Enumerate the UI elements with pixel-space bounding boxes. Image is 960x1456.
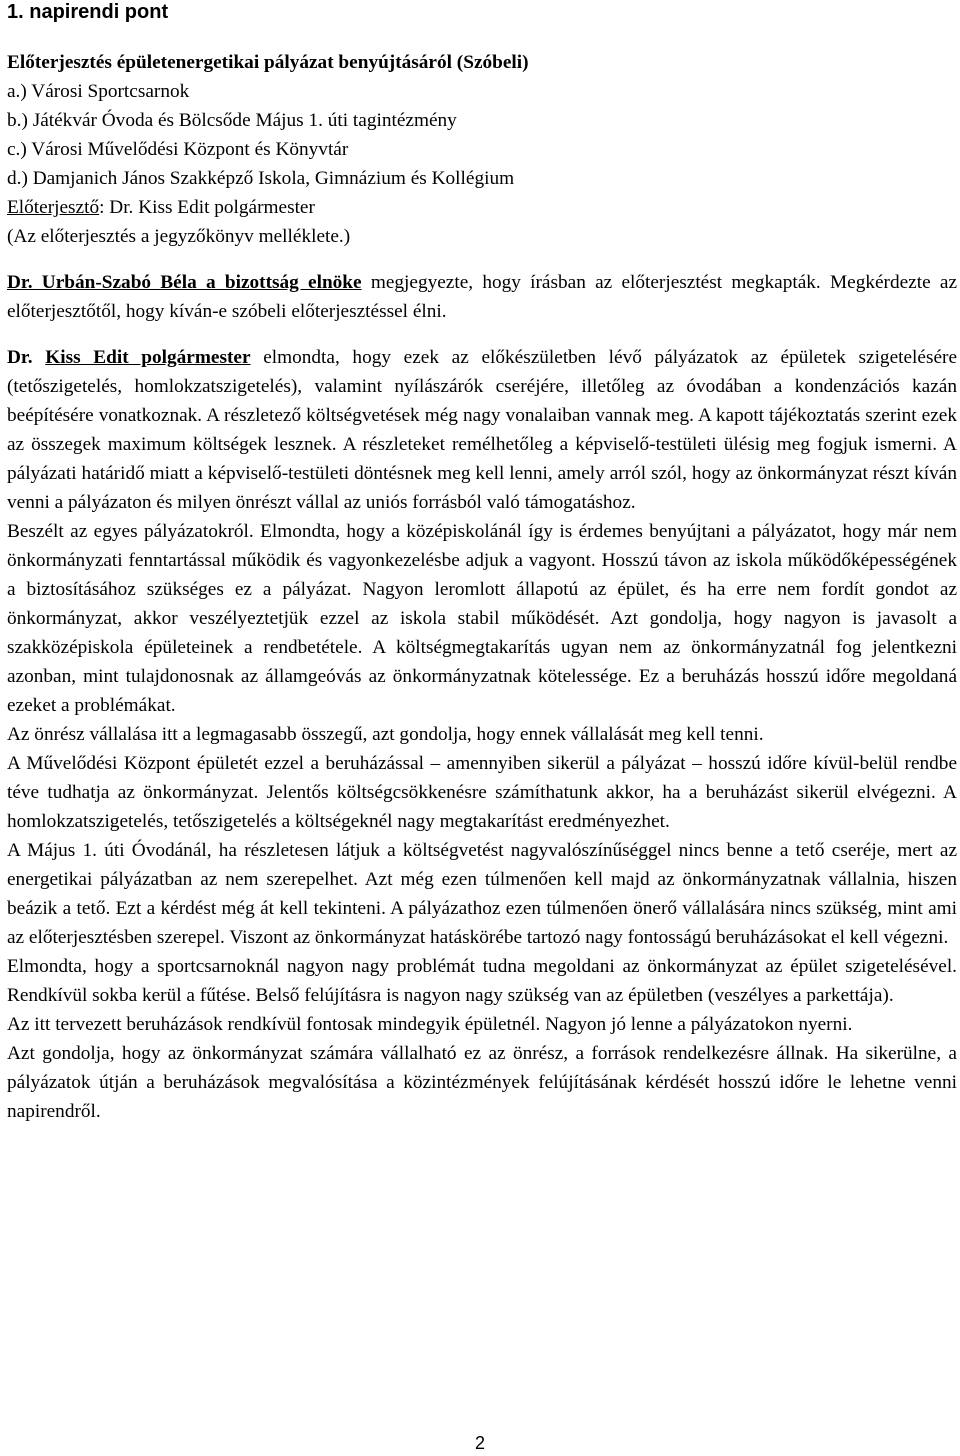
speaker-name: Dr. Urbán-Szabó Béla a bizottság elnöke [7,272,362,293]
paragraph: A Művelődési Központ épületét ezzel a beruházással – amennyiben sikerül a pályázat – hosszú időre kívül-belül rendbe téve tudhatja az önkormányzat. Jelentős költségcsökkenésre számíthatunk akkor, ha a beruházást sikerül elvégezni. A homlokzatszigetelés, tetőszigetelés a költségeknél nagy megtakarítást eredményezhet. [7,753,957,832]
paragraph: A Május 1. úti Óvodánál, ha részletesen látjuk a költségvetést nagyvalószínűséggel nincs benne a tető cseréje, mert az energetikai pályázatban az nem szerepelhet. Azt még ezen túlmenően kell majd az önkormányzatnak vállalnia, hiszen beázik a tető. Ezt a kérdést még át kell tekinteni. A pályázathoz ezen túlmenően önerő vállalására nincs szükség, mint ami az előterjesztésben szerepel. Viszont az önkormányzat hatáskörébe tartozó nagy fontosságú beruházásokat el kell végezni. [7,840,957,948]
sub-item: a.) Városi Sportcsarnok [7,81,190,102]
speaker-title: Dr. [7,347,46,368]
presenter-name: : Dr. Kiss Edit polgármester [99,197,315,218]
item-title: Előterjesztés épületenergetikai pályázat benyújtásáról (Szóbeli) [7,52,529,73]
document-page [7,0,957,1126]
paragraph: Az itt tervezett beruházások rendkívül fontosak mindegyik épületnél. Nagyon jó lenne a pályázatokon nyerni. [7,1014,853,1035]
paragraph: Az önrész vállalása itt a legmagasabb összegű, azt gondolja, hogy ennek vállalását meg kell tenni. [7,724,764,745]
paragraph-chair [7,268,957,326]
presenter-label: Előterjesztő [7,197,100,218]
sub-item: b.) Játékvár Óvoda és Bölcsőde Május 1. úti tagintézmény [7,110,457,131]
agenda-item [7,48,957,251]
sub-item: d.) Damjanich János Szakképző Iskola, Gimnázium és Kollégium [7,168,515,189]
paragraph-text: megjegyezte, hogy írásban az előterjesztést megkapták. Megkérdezte az előterjesztőtől, hogy kíván-e szóbeli előterjesztéssel élni. [7,272,958,322]
page-number: 2 [474,1433,485,1453]
paragraph: Beszélt az egyes pályázatokról. Elmondta, hogy a középiskolánál így is érdemes benyújtani a pályázatot, hogy már nem önkormányzati fenntartással működik és vagyonkezelésbe adjuk a vagyont. Hosszú távon az iskola működőképességének a biztosításához szükséges ez a pályázat. Nagyon leromlott állapotú az épület, és ha erre nem fordít gondot az önkormányzat, akkor veszélyeztetjük ezzel az iskola stabil működését. Azt gondolja, hogy nagyon is javasolt a szakközépiskola épületeinek a rendbetétele. A költségmegtakarítás ugyan nem az önkormányzatnál fog jelentkezni azonban, mint tulajdonosnak az államgeóvás az önkormányzatnak kötelessége. Ez a beruházás hosszú időre megoldaná ezeket a problémákat. [7,521,957,716]
attachment-note: (Az előterjesztés a jegyzőkönyv melléklete.) [7,226,351,247]
paragraph-mayor [7,343,957,517]
sub-item: c.) Városi Művelődési Központ és Könyvtár [7,139,349,160]
paragraph-text: elmondta, hogy ezek az előkészületben lévő pályázatok az épületek szigetelésére (tetőszigetelés, homlokzatszigetelés), valamint nyílászárók cseréjére, illetőleg az óvodában a kondenzációs kazán beépítésére vonatkoznak. A részletező költségvetések még nagy vonalaiban vannak meg. A kapott tájékoztatás szerint ezek az összegek maximum költségek lesznek. A részleteket remélhetőleg a képviselő-testületi ülésig meg fogjuk ismerni. A pályázati határidő miatt a képviselő-testületi döntésnek meg kell lenni, amely arról szól, hogy az önkormányzat részt kíván venni a pályázaton és milyen önrészt vállal az uniós forrásból való támogatáshoz. [7,347,957,513]
paragraph: Elmondta, hogy a sportcsarnoknál nagyon nagy problémát tudna megoldani az önkormányzat az épület szigetelésével. Rendkívül sokba kerül a fűtése. Belső felújításra is nagyon nagy szükség van az épületben (veszélyes a parkettája). [7,956,957,1006]
speaker-name: Kiss Edit polgármester [45,347,251,368]
paragraph: Azt gondolja, hogy az önkormányzat számára vállalható ez az önrész, a források rendelkezésre állnak. Ha sikerülne, a pályázatok útján a beruházások megvalósítása a közintézmények felújításának kérdését hosszú időre le lehetne venni napirendről. [7,1043,957,1122]
agenda-heading: 1. napirendi pont [7,1,169,23]
presenter-line [7,193,957,222]
